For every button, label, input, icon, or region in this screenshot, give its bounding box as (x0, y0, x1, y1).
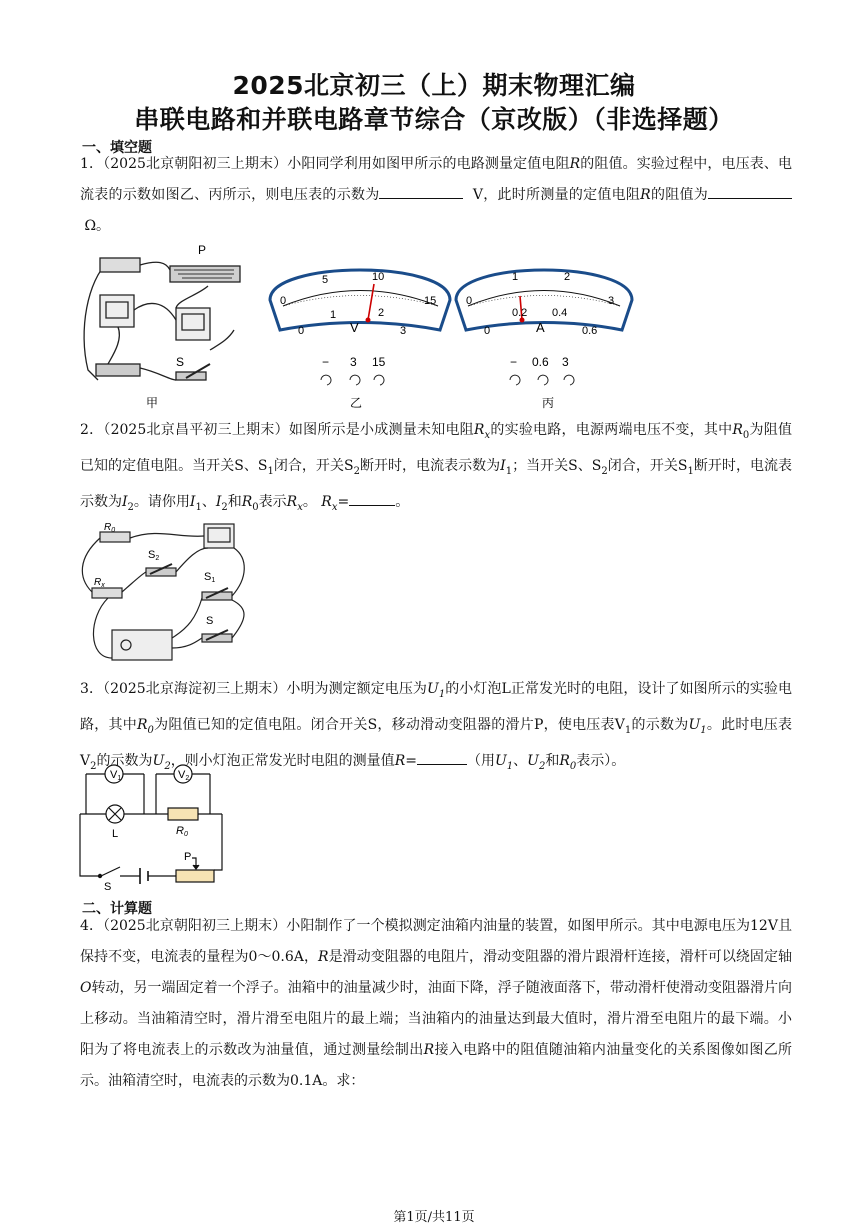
figure-1 (78, 240, 638, 410)
var-U: U (152, 752, 165, 769)
var-U: U (688, 716, 701, 733)
volt-term-3: 3 (350, 355, 357, 369)
var-O: O (80, 980, 92, 996)
q3-text: 和 (545, 752, 560, 769)
amp-outer-0: 0 (466, 295, 473, 307)
q3-text: 为阻值已知的定值电阻。闭合开关S，移动滑动变阻器的滑片P，使电压表V (153, 716, 625, 733)
question-4 (80, 911, 792, 1097)
amp-outer-3: 3 (608, 295, 615, 307)
var-U: U (427, 681, 439, 697)
var-R: R (640, 187, 651, 203)
sub-1: 1 (267, 465, 274, 477)
q2-text: 为阻值已知的定值电阻。当开关S、S (80, 422, 793, 474)
label-Rx: $R_x$ (94, 577, 105, 589)
label-S: S (206, 615, 214, 627)
label-S: S (104, 881, 112, 892)
q3-text: 的示数为 (96, 752, 153, 769)
circuit-photo-2 (82, 524, 244, 660)
question-1 (80, 149, 792, 242)
q2-text: 断开时，电流表示数为 (359, 457, 501, 474)
q2-text: 。 (302, 493, 317, 510)
var-Rx: R (321, 493, 332, 510)
volt-inner-0: 0 (298, 325, 305, 337)
section-heading-fill: 一、填空题 (82, 140, 152, 156)
q2-text: 。 (395, 493, 410, 510)
answer-blank-resistance[interactable] (708, 184, 792, 199)
volt-outer-10: 10 (372, 271, 385, 283)
var-R: R (569, 156, 581, 172)
var-R0: R (732, 422, 743, 438)
q1-text: V，此时所测量的定值电阻 (472, 187, 641, 203)
amp-outer-2: 2 (564, 271, 571, 283)
sub-2: 2 (164, 760, 171, 772)
caption-bing: 丙 (542, 396, 555, 410)
q2-text: 2．（2025北京昌平初三上期末）如图所示是小成测量未知电阻 (80, 422, 474, 438)
amp-inner-02: 0.2 (512, 307, 528, 319)
label-P: P (184, 851, 192, 863)
var-R0: R (241, 493, 253, 510)
sub-1: 1 (505, 465, 513, 477)
q2-text: 的实验电路，电源两端电压不变，其中 (490, 422, 733, 438)
circuit-diagram-3 (80, 765, 222, 884)
volt-outer-0: 0 (280, 295, 287, 307)
label-S1: S1 (204, 571, 216, 584)
q4-text: 接入电路中的阻值随油箱内油量变化的关系图像如图乙所示。油箱清空时，电流表的示数为0.1A。求： (80, 1042, 793, 1089)
sub-1: 1 (624, 724, 632, 736)
var-I: I (500, 457, 506, 474)
q3-text: 的小灯泡L正常发光时的电阻，设计了如图所示的实验电路，其中 (80, 681, 792, 733)
var-I: I (189, 493, 196, 510)
var-U: U (494, 752, 507, 769)
volt-outer-5: 5 (322, 274, 329, 286)
q1-text: 的阻值为 (650, 187, 709, 203)
caption-jia: 甲 (146, 396, 159, 410)
sub-0: 0 (147, 724, 154, 736)
sub-x: x (331, 501, 338, 513)
sub-0: 0 (569, 760, 577, 772)
voltmeter-dial (270, 270, 450, 330)
var-Rx: R (286, 493, 298, 510)
q2-text: 闭合，开关S (607, 457, 688, 474)
amp-inner-06: 0.6 (582, 325, 598, 337)
var-R: R (318, 949, 329, 965)
answer-blank-R[interactable] (417, 750, 467, 765)
q3-text: 。此时电压表V (80, 716, 793, 769)
volt-term-neg: − (322, 355, 330, 369)
label-V1: V1 (110, 769, 122, 782)
q4-text: 4．（2025北京朝阳初三上期末）小阳制作了一个模拟测定油箱内油量的装置，如图甲所示。其中电源电压为12V且保持不变，电流表的量程为0～0.6A， (80, 918, 792, 965)
q3-text: 3．（2025北京海淀初三上期末）小明为测定额定电压为 (80, 681, 427, 697)
var-U: U (527, 752, 539, 769)
var-I: I (122, 493, 128, 510)
amp-inner-04: 0.4 (552, 307, 568, 319)
label-S: S (176, 355, 185, 369)
figure-2 (78, 518, 258, 668)
label-V2: V2 (178, 769, 190, 782)
amp-term-neg: − (510, 355, 518, 369)
sub-1: 1 (195, 501, 202, 513)
q3-text: （用 (466, 752, 495, 769)
volt-terminals (321, 375, 384, 385)
q4-text: 转动，另一端固定着一个浮子。油箱中的油量减少时，油面下降，浮子随液面落下，带动滑杆使滑动变阻器滑片向上移动。当油箱清空时，滑片滑至电阻片的最上端；当油箱内的油量达到最大值时，滑片滑至电阻片的最下端。小阳为了将电流表上的示数改为油量值，通过测量绘制出 (80, 980, 792, 1058)
q1-text: Ω。 (84, 218, 111, 234)
q2-text: 表示 (258, 493, 287, 510)
var-R0: R (559, 752, 570, 769)
q3-text: 的示数为 (631, 716, 689, 733)
page-footer: 第1页/共11页 (393, 1210, 475, 1225)
var-Rx: R (473, 422, 485, 438)
sub-2: 2 (601, 465, 608, 477)
amp-inner-0: 0 (484, 325, 491, 337)
question-2 (80, 415, 792, 522)
amp-unit: A (536, 320, 545, 335)
sub-1: 1 (438, 688, 446, 700)
sub-1: 1 (700, 724, 707, 736)
q4-text: 是滑动变阻器的电阻片，滑动变阻器的滑片跟滑杆连接，滑杆可以绕固定轴 (328, 949, 792, 965)
sub-2: 2 (538, 760, 546, 772)
label-R0: R0 (176, 825, 188, 838)
amp-outer-1: 1 (512, 271, 519, 283)
var-R-eq: R= (394, 752, 417, 769)
sub-x: x (297, 501, 303, 513)
amp-terminals (510, 375, 574, 385)
amp-term-06: 0.6 (532, 355, 549, 369)
volt-outer-15: 15 (424, 295, 437, 307)
volt-unit: V (350, 320, 359, 335)
page-title: 2025北京初三（上）期末物理汇编 (232, 71, 636, 100)
sub-2: 2 (353, 465, 360, 477)
page-subtitle: 串联电路和并联电路章节综合（京改版）（非选择题） (134, 105, 734, 134)
sub-2: 2 (127, 501, 134, 513)
var-R0: R (136, 716, 148, 733)
sub-0: 0 (742, 429, 750, 441)
section-heading-calc: 二、计算题 (82, 901, 152, 917)
q2-text: 、 (201, 493, 216, 510)
sub-1: 1 (506, 760, 514, 772)
figure-3 (76, 762, 236, 892)
q1-text: 1．（2025北京朝阳初三上期末）小阳同学利用如图甲所示的电路测量定值电阻 (80, 156, 570, 172)
volt-term-15: 15 (372, 355, 386, 369)
label-P: P (198, 243, 207, 257)
answer-blank-voltage[interactable] (379, 184, 463, 199)
q2-text: = (337, 493, 350, 510)
volt-inner-2: 2 (378, 307, 385, 319)
label-S2: S2 (148, 549, 160, 562)
volt-inner-1: 1 (330, 309, 337, 321)
label-R0: $R_0$ (104, 522, 116, 534)
sub-2: 2 (221, 501, 228, 513)
sub-x: x (484, 429, 491, 441)
q2-text: 和 (227, 493, 242, 510)
q1-text: 的阻值。实验过程中，电压表、电流表的示数如图乙、丙所示，则电压表的示数为 (80, 156, 792, 203)
label-L: L (112, 828, 119, 840)
q2-text: 闭合，开关S (273, 457, 354, 474)
q3-text: 表示）。 (576, 752, 626, 769)
q3-text: 、 (513, 752, 528, 769)
q2-text: 。请你用 (133, 493, 190, 510)
caption-yi: 乙 (350, 396, 363, 410)
circuit-photo-jia (84, 258, 240, 380)
sub-1: 1 (687, 465, 694, 477)
var-I: I (215, 493, 222, 510)
sub-2: 2 (90, 760, 97, 772)
q2-text: ；当开关S、S (512, 457, 602, 474)
amp-term-3: 3 (562, 355, 569, 369)
answer-blank-rx[interactable] (349, 491, 395, 506)
volt-inner-3: 3 (400, 325, 407, 337)
q3-text: ，则小灯泡正常发光时电阻的测量值 (170, 752, 395, 769)
sub-0: 0 (252, 501, 259, 513)
q2-text: 断开时，电流表示数为 (80, 457, 793, 510)
var-R: R (423, 1042, 435, 1058)
